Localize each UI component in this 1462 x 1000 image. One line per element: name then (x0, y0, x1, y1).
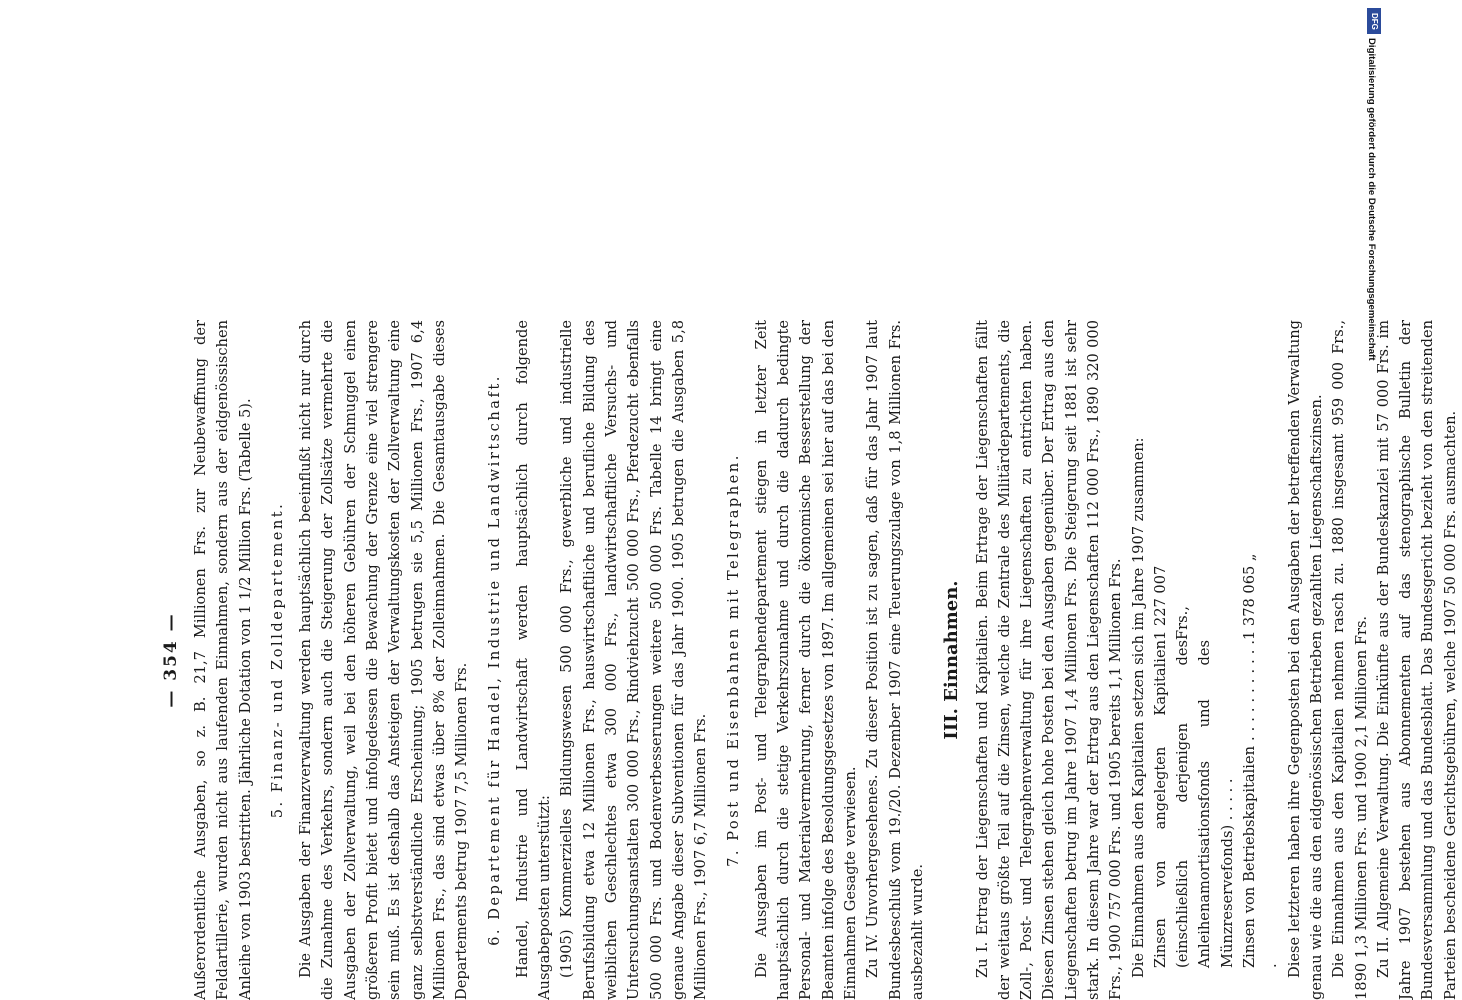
list-item-label: Zinsen von Betriebskapitalien . . . . . . . . . . . . (1241, 640, 1281, 968)
section-3-paragraph-4: Die Einnahmen aus den Kapitalien nehmen rasch zu. 1880 insgesamt 959 000 Frs., 1890 1,3 Millionen Frs. und 1900 2,1 Millionen Frs. (1330, 320, 1370, 1000)
section-3-paragraph-1: Zu I. Ertrag der Liegenschaften und Kapitalien. Beim Ertrage der Liegenschaften fällt der weitaus größte Teil auf die Zinsen, welche die Zentrale des Militärdepartements, die Zoll-, Post- und Telegraphenverwaltung für ihre Liegenschaften zu entrichten haben. Diesen Zinsen stehen gleich hohe Posten bei den Ausgaben gegenüber. Der Ertrag aus den Liegenschaften betrug im Jahre 1907 1,4 Millionen Frs. Die Steigerung seit 1881 ist sehr stark. In diesem Jahre war der Ertrag aus den Liegenschaften 112 000 Frs., 1890 320 000 Frs., 1900 757 000 Frs. und 1905 bereits 1,1 Millionen Frs. (973, 320, 1125, 1000)
list-item-value: 1 227 007 Frs., (1151, 565, 1192, 640)
section-7-paragraph-2: Zu IV. Unvorhergesehenes. Zu dieser Position ist zu sagen, daß für das Jahr 1907 laut Bundesbeschluß vom 19./20. Dezember 1907 eine Teuerungszulage von 1,8 Millionen Frs. ausbezahlt wurde. (864, 320, 926, 1000)
list-item-value: 1 378 065 „ (1241, 553, 1259, 640)
section-6-paragraph-2: (1905) Kommerzielles Bildungswesen 500 000 Frs., gewerbliche und industrielle Berufsbildung etwa 12 Millionen Frs., hauswirtschaftliche und berufliche Bildung des weiblichen Geschlechtes etwa 300 000 Frs., landwirtschaftliche Versuchs- und Untersuchungsanstalten 300 000 Frs., Rindviehzucht 500 000 Frs., Pferdezucht ebenfalls 500 000 Frs. und Bodenverbesserungen weitere 500 000 Frs. Tabelle 14 bringt eine genaue Angabe dieser Subventionen für das Jahr 1900. 1905 betrugen die Ausgaben 5,8 Millionen Frs., 1907 6,7 Millionen Frs. (558, 320, 710, 1000)
credit-text: Digitalisierung gefördert durch die Deutsche Forschungsgemeinschaft (1366, 38, 1377, 361)
section-3-heading: III. Einnahmen. (941, 580, 963, 740)
list-item (1150, 320, 1239, 968)
section-5-heading: 5. Finanz- und Zolldepartement. (268, 501, 286, 819)
section-6-heading: 6. Departement für Handel, Industrie und Landwirtschaft. (485, 374, 503, 946)
dfg-logo: DFG (1367, 8, 1381, 34)
intro-paragraph: Außerordentliche Ausgaben, so z. B. 21,7 Millionen Frs. zur Neubewaffnung der Feldartillerie, wurden nicht aus laufenden Einnahmen, sondern aus der eidgenössischen Anleihe von 1903 bestritten. Jährliche Dotation von 1 1/2 Million Frs. (Tabelle 5). (192, 320, 254, 1000)
page-number: — 354 — (161, 612, 181, 708)
capital-income-list (1150, 320, 1284, 1000)
page-body (160, 320, 1462, 1000)
rotated-book-page (160, 280, 1459, 1000)
list-item (1239, 320, 1284, 968)
section-3-paragraph-3: Diese letzteren haben ihre Gegenposten bei den Ausgaben der betreffenden Verwaltung genau wie die aus den eidgenössischen Betrieben gezahlten Liegenschaftszinsen. (1285, 320, 1325, 1000)
section-7-heading: 7. Post und Eisenbahnen mit Telegraphen. (724, 453, 742, 867)
section-7-paragraph-1: Die Ausgaben im Post- und Telegraphendepartement stiegen in letzter Zeit hauptsächlich durch die stetige Verkehrszunahme und durch die dadurch bedingte Personal- und Materialvermehrung, ferner durch die ökonomische Besserstellung der Beamten infolge des Besoldungsgesetzes von 1897. Im allgemeinen sei hier auf das bei den Einnahmen Gesagte verwiesen. (752, 320, 860, 1000)
section-5-paragraph: Die Ausgaben der Finanzverwaltung werden hauptsächlich beeinflußt nicht nur durch die Zunahme des Verkehrs, sondern auch die Steigerung der Zollsätze vermehrte die Ausgaben der Zollverwaltung, weil bei den höheren Gebühren der Schmuggel einen größeren Profit bietet und infolgedessen die Bewachung der Grenze eine viel strengere sein muß. Es ist deshalb das Ansteigen der Verwaltungskosten der Zollverwaltung eine ganz selbstverständliche Erscheinung; 1905 betrugen sie 5,5 Millionen Frs., 1907 6,4 Millionen Frs., das sind etwas über 8% der Zolleinnahmen. Die Gesamtausgabe dieses Departements betrug 1907 7,5 Millionen Frs. (297, 320, 471, 1000)
section-3-paragraph-5: Zu II. Allgemeine Verwaltung. Die Einkünfte aus der Bundeskanzlei mit 57 000 Frs. im Jahre 1907 bestehen aus Abonnementen auf das stenographische Bulletin der Bundesversammlung und das Bundesblatt. Das Bundesgericht bezieht von den streitenden Parteien bescheidene Gerichtsgebühren, welche 1907 50 000 Frs. ausmachten. (1374, 320, 1459, 1000)
digitization-credit (1366, 8, 1384, 398)
section-3-paragraph-2: Die Einnahmen aus den Kapitalien setzen sich im Jahre 1907 zusammen: (1129, 437, 1147, 978)
section-6-paragraph-1: Handel, Industrie und Landwirtschaft werden hauptsächlich durch folgende Ausgabeposten unterstützt: (513, 320, 554, 1000)
list-item-label: Zinsen von angelegten Kapitalien (einschließlich derjenigen des Anleihenamortisationsfonds und des Münzreservefonds) . . . . . (1151, 640, 1236, 968)
